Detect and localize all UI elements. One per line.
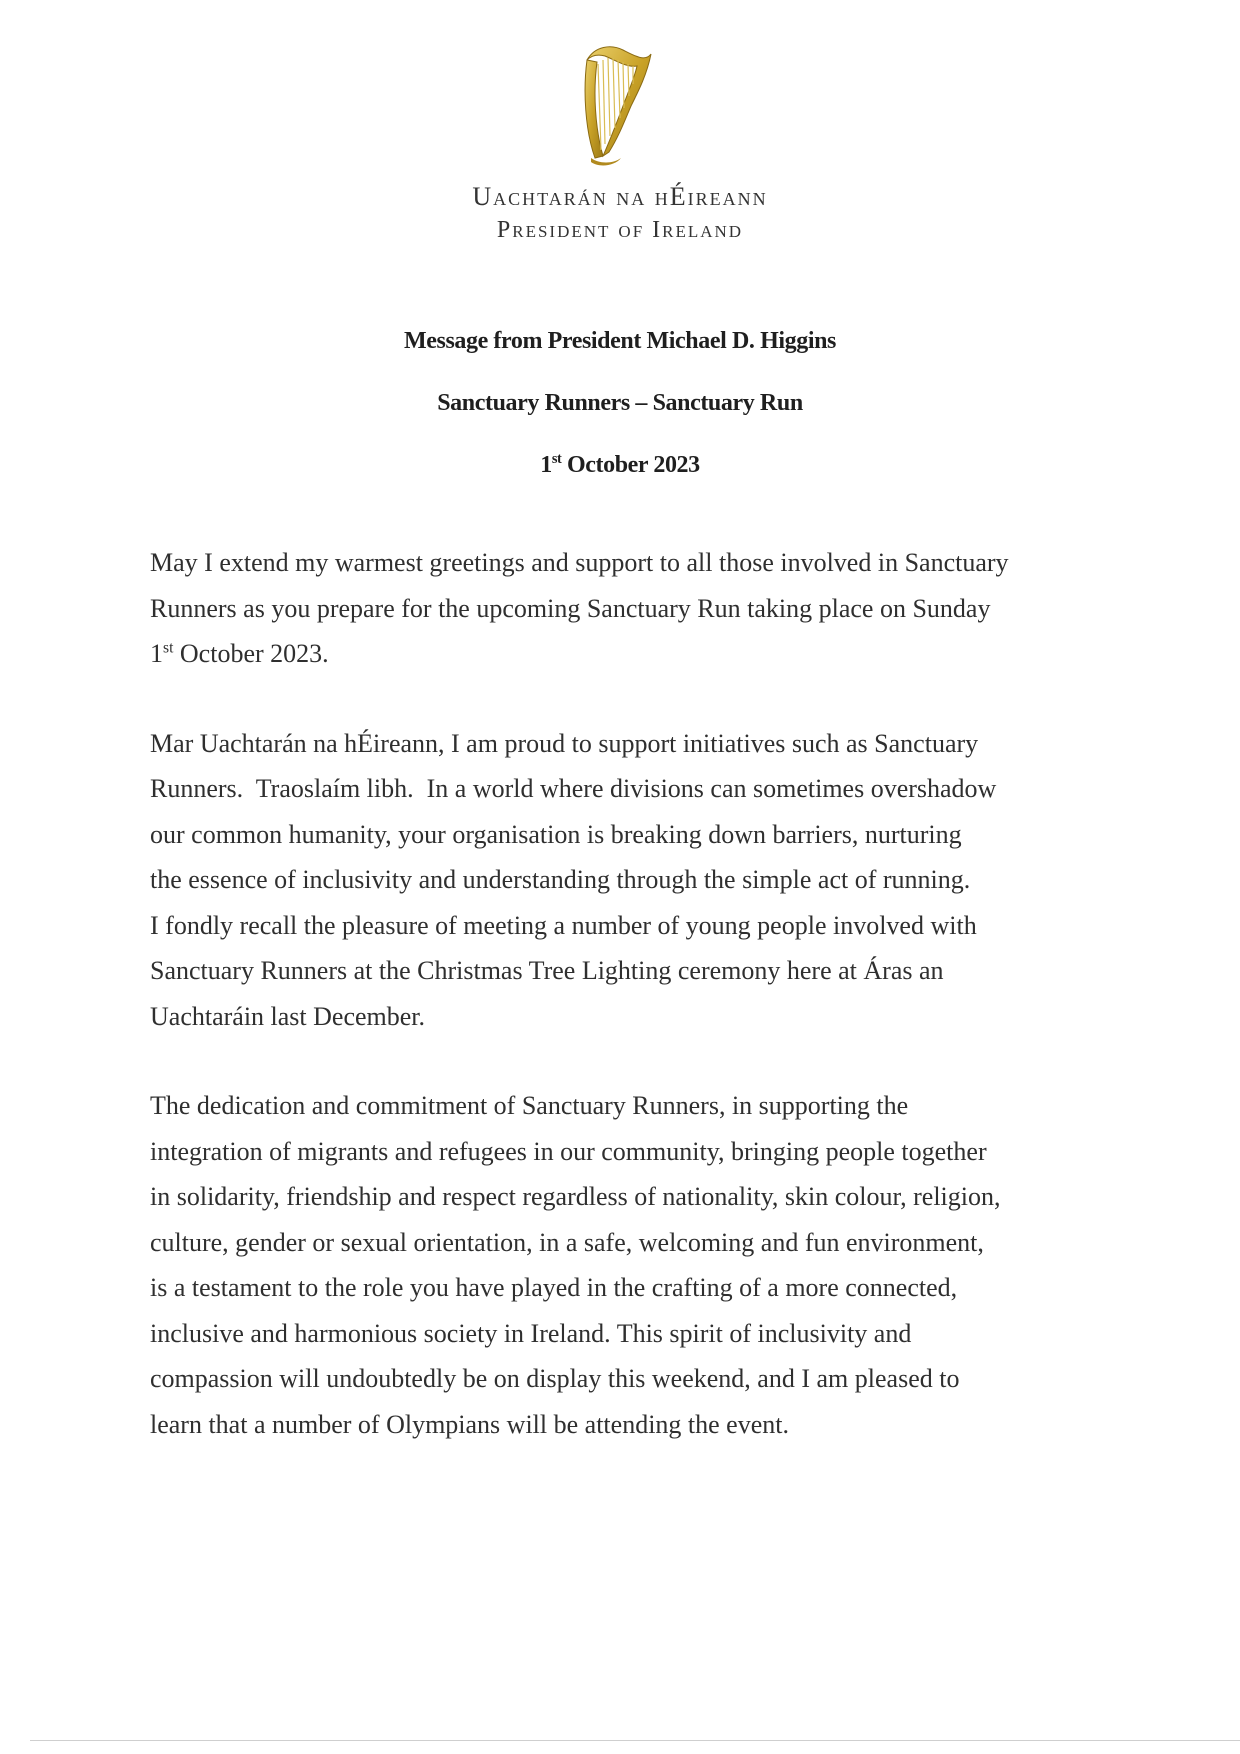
body-line: Sanctuary Runners at the Christmas Tree Lighting ceremony here at Áras an bbox=[150, 956, 944, 985]
body-line: inclusive and harmonious society in Ireland. This spirit of inclusivity and bbox=[150, 1318, 912, 1348]
event-date-day: 1 bbox=[540, 452, 552, 478]
body-line: The dedication and commitment of Sanctuary Runners, in supporting the bbox=[150, 1091, 909, 1120]
event-date-suffix: st bbox=[551, 451, 562, 467]
body-line: I fondly recall the pleasure of meeting a number of young people involved with bbox=[150, 910, 977, 940]
body-line: in solidarity, friendship and respect regardless of nationality, skin colour, religion, bbox=[150, 1182, 1001, 1211]
body-line bbox=[150, 631, 1110, 677]
letter-body bbox=[150, 540, 1110, 1491]
event-date bbox=[0, 452, 1240, 479]
letterhead-irish: Uachtarán na hÉireann bbox=[472, 182, 768, 211]
body-date-day: 1 bbox=[150, 639, 163, 668]
body-line: the essence of inclusivity and understanding through the simple act of running. bbox=[150, 865, 971, 894]
paragraph-greeting bbox=[150, 540, 1110, 677]
letterhead-english: President of Ireland bbox=[496, 217, 744, 243]
body-date-suffix: st bbox=[163, 639, 174, 657]
body-line: Runners as you prepare for the upcoming Sanctuary Run taking place on Sunday bbox=[150, 593, 991, 623]
body-date-rest: October 2023. bbox=[173, 639, 329, 668]
body-line: learn that a number of Olympians will be attending the event. bbox=[150, 1409, 789, 1439]
event-date-rest: October 2023 bbox=[561, 452, 700, 478]
body-line: Uachtaráin last December. bbox=[150, 1001, 426, 1031]
body-line: Runners. Traoslaím libh. In a world where divisions can sometimes overshadow bbox=[150, 774, 997, 803]
harp-emblem-icon bbox=[565, 40, 661, 168]
body-line: our common humanity, your organisation is breaking down barriers, nurturing bbox=[150, 819, 962, 849]
body-line: integration of migrants and refugees in our community, bringing people together bbox=[150, 1136, 987, 1166]
paragraph-dedication bbox=[150, 1083, 1110, 1447]
event-subtitle: Sanctuary Runners – Sanctuary Run bbox=[437, 390, 803, 416]
scan-edge-divider bbox=[30, 1740, 1240, 1741]
body-line: Mar Uachtarán na hÉireann, I am proud to support initiatives such as Sanctuary bbox=[150, 728, 979, 758]
body-line: culture, gender or sexual orientation, in a safe, welcoming and fun environment, bbox=[150, 1227, 984, 1257]
body-line: is a testament to the role you have played in the crafting of a more connected, bbox=[150, 1273, 958, 1302]
body-line: May I extend my warmest greetings and support to all those involved in Sanctuary bbox=[150, 548, 1009, 577]
paragraph-support bbox=[150, 721, 1110, 1040]
body-line: compassion will undoubtedly be on display this weekend, and I am pleased to bbox=[150, 1364, 960, 1393]
message-title: Message from President Michael D. Higgins bbox=[404, 328, 836, 354]
